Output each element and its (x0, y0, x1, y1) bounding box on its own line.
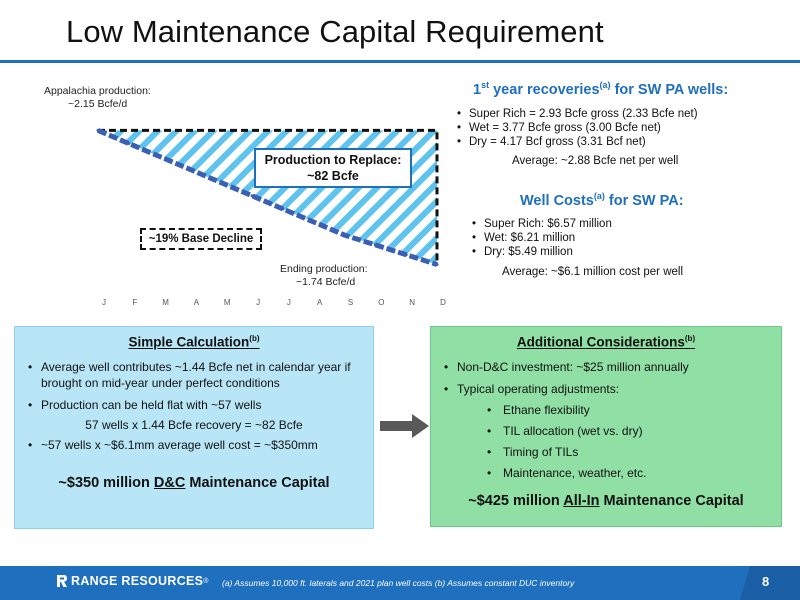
right-panel (455, 80, 795, 278)
operating-adjustments-list (431, 402, 781, 481)
simple-summary-underlined: D&C (153, 474, 186, 491)
month-tick-label: N (409, 298, 416, 307)
appalachia-production-label (44, 85, 151, 111)
base-decline-callout: ~19% Base Decline (140, 228, 262, 250)
month-tick-label: D (440, 298, 446, 307)
well-costs-heading-tail: for SW PA: (604, 192, 684, 209)
appalachia-value-text: ~2.15 Bcfe/d (68, 98, 128, 110)
recoveries-heading-note: (a) (599, 80, 611, 90)
recoveries-heading-sup: st (481, 80, 490, 90)
simple-calc-list (15, 359, 373, 413)
footnote-text: (a) Assumes 10,000 ft. laterals and 2021 plan well costs (b) Assumes constant DUC inventory (222, 578, 575, 588)
month-tick-label: M (223, 298, 231, 307)
recoveries-heading-tail: for SW PA wells: (610, 81, 729, 98)
range-logo-icon (56, 574, 68, 588)
list-item: • ~57 wells x ~$6.1mm average well cost = ~$350mm (15, 437, 373, 453)
ending-value-text: ~1.74 Bcfe/d (296, 276, 356, 288)
recoveries-heading-num: 1 (473, 81, 482, 98)
simple-heading-note: (b) (249, 334, 260, 343)
trademark-symbol: ® (203, 577, 209, 585)
recoveries-heading (455, 80, 795, 98)
simple-calculation-heading (15, 334, 373, 350)
decline-point-M (220, 181, 223, 184)
title-rule (0, 60, 800, 63)
month-tick-label: O (378, 298, 385, 307)
list-item: • Dry = 4.17 Bcf gross (3.31 Bcf net) (455, 135, 795, 149)
list-item: • Super Rich: $6.57 million (470, 217, 795, 231)
appalachia-label-text: Appalachia production: (44, 85, 151, 97)
additional-considerations-heading (431, 334, 781, 350)
month-tick-label: A (317, 298, 323, 307)
month-tick-label: M (162, 298, 169, 307)
month-tick-label: S (347, 298, 354, 307)
month-tick-label: J (286, 298, 291, 307)
additional-summary (431, 493, 781, 509)
production-to-replace-callout (254, 148, 412, 188)
decline-point-A (189, 168, 192, 171)
slide-title: Low Maintenance Capital Requirement (66, 14, 604, 49)
simple-heading-text: Simple Calculation (128, 334, 250, 350)
simple-calc-summary (15, 475, 373, 491)
ending-label-text: Ending production: (280, 263, 368, 275)
list-item: • TIL allocation (wet vs. dry) (431, 423, 781, 439)
decline-point-A (312, 221, 315, 224)
additional-heading-text: Additional Considerations (516, 334, 685, 350)
simple-summary-post: Maintenance Capital (185, 474, 330, 491)
footer-bar (0, 566, 800, 600)
additional-considerations-box (430, 326, 782, 527)
right-arrow-icon (380, 413, 430, 439)
recoveries-list (455, 107, 795, 149)
additional-summary-post: Maintenance Capital (599, 492, 744, 509)
list-item: • Typical operating adjustments: (431, 381, 781, 397)
simple-calculation-box (14, 326, 374, 529)
well-costs-heading-text: Well Costs (520, 192, 594, 209)
decline-point-D (436, 263, 439, 266)
decline-point-M (158, 155, 161, 158)
list-item: • Wet = 3.77 Bcfe gross (3.00 Bcfe net) (455, 121, 795, 135)
page-number-tab (740, 566, 800, 600)
recoveries-average: Average: ~2.88 Bcfe net per well (512, 154, 679, 167)
decline-point-N (405, 253, 408, 256)
additional-heading-note: (b) (684, 334, 696, 343)
ending-production-label (280, 263, 368, 289)
list-item: • Maintenance, weather, etc. (431, 465, 781, 481)
month-tick-label: A (193, 298, 200, 307)
month-tick-label: J (102, 298, 106, 307)
decline-point-O (374, 243, 377, 246)
decline-point-J (251, 194, 254, 197)
additional-summary-underlined: All-In (563, 492, 600, 509)
page-number: 8 (762, 574, 770, 589)
simple-calc-list-2 (15, 437, 373, 453)
well-costs-heading-note: (a) (593, 190, 605, 201)
list-item: • Timing of TILs (431, 444, 781, 460)
decline-point-J (281, 207, 284, 210)
list-item: • Ethane flexibility (431, 402, 781, 418)
additional-list (431, 359, 781, 397)
month-tick-label: F (132, 298, 138, 307)
list-item: • Super Rich = 2.93 Bcfe gross (2.33 Bcfe net) (455, 107, 795, 121)
list-item: • Non-D&C investment: ~$25 million annually (431, 359, 781, 375)
decline-point-F (127, 142, 130, 145)
simple-calc-equation: 57 wells x 1.44 Bcfe recovery = ~82 Bcfe (85, 417, 303, 432)
company-name: RANGE RESOURCES (71, 574, 204, 588)
month-axis (84, 298, 444, 310)
list-item: • Wet: $6.21 million (470, 231, 795, 245)
list-item: • Dry: $5.49 million (470, 245, 795, 259)
decline-point-S (343, 234, 346, 237)
list-item: • Average well contributes ~1.44 Bcfe net in calendar year if brought on mid-year under perfect conditions (15, 359, 373, 391)
additional-summary-pre: ~$425 million (468, 492, 564, 509)
recoveries-heading-text: year recoveries (489, 81, 600, 98)
well-costs-list (455, 217, 795, 259)
well-costs-heading (455, 191, 795, 209)
list-item: • Production can be held flat with ~57 wells (15, 397, 373, 413)
replace-line-2: ~82 Bcfe (307, 169, 359, 183)
decline-point-J (97, 129, 100, 132)
well-costs-average: Average: ~$6.1 million cost per well (502, 265, 684, 278)
company-logo (56, 574, 209, 588)
replace-line-1: Production to Replace: (264, 153, 402, 167)
month-tick-label: J (256, 298, 261, 307)
simple-summary-pre: ~$350 million (58, 474, 154, 491)
